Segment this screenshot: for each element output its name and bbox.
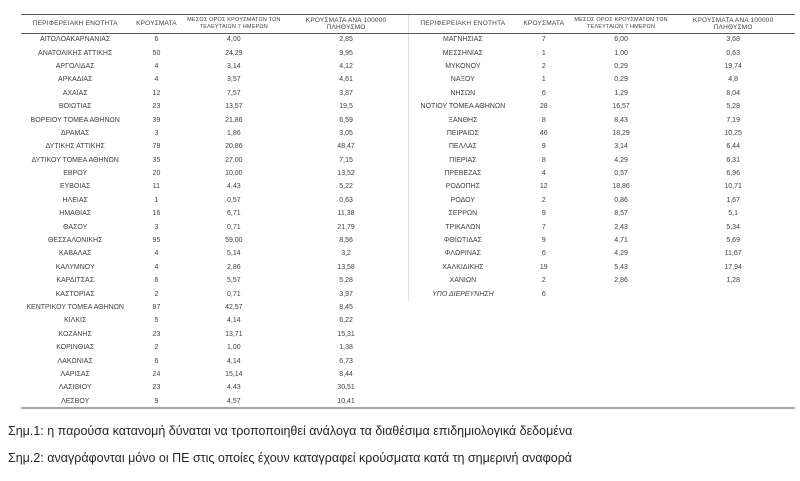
region-name-cell: ΜΑΓΝΗΣΙΑΣ <box>442 36 483 44</box>
avg-7days-cell: 8,43 <box>614 116 628 124</box>
table-row <box>409 60 796 73</box>
table-row <box>21 328 408 341</box>
table-header <box>409 15 796 33</box>
region-name-cell: ΚΟΡΙΝΘΙΑΣ <box>56 344 95 352</box>
region-name-cell: ΦΘΙΩΤΙΔΑΣ <box>443 237 482 245</box>
table-body-left <box>21 33 408 408</box>
avg-7days-cell: 5,43 <box>614 263 628 271</box>
per-100000-cell: 10,71 <box>724 183 742 191</box>
region-name-cell: ΝΗΣΩΝ <box>450 89 476 97</box>
region-name-cell: ΝΑΞΟΥ <box>450 76 475 84</box>
table-row <box>409 234 796 247</box>
per-100000-cell: 8,04 <box>726 89 740 97</box>
cases-cell: 28 <box>539 103 548 111</box>
per-100000-cell: 5,69 <box>726 237 740 245</box>
avg-7days-cell: 18,86 <box>612 183 630 191</box>
region-name-cell: ΕΒΡΟΥ <box>63 170 88 178</box>
table-row <box>21 154 408 167</box>
per-100000-cell: 6,96 <box>726 170 740 178</box>
table-row <box>21 354 408 367</box>
per-100000-cell: 8,44 <box>339 370 353 378</box>
cases-cell: 4 <box>154 250 159 258</box>
avg-7days-cell: 4,29 <box>614 156 628 164</box>
table-row <box>409 140 796 153</box>
region-name-cell: ΒΟΡΕΙΟΥ ΤΟΜΕΑ ΑΘΗΝΩΝ <box>30 116 120 124</box>
per-100000-cell: 4,12 <box>339 62 353 70</box>
avg-7days-cell: 21,86 <box>225 116 243 124</box>
region-name-cell: ΜΥΚΟΝΟΥ <box>445 62 481 70</box>
table-row <box>409 247 796 260</box>
per-100000-cell: 30,51 <box>337 384 355 392</box>
per-100000-cell <box>671 287 795 300</box>
region-name-cell: ΜΕΣΣΗΝΙΑΣ <box>442 49 483 57</box>
per-100000-cell: 19,5 <box>339 103 353 111</box>
column-header-avg-7days: ΜΕΣΟΣ ΟΡΟΣ ΚΡΟΥΣΜΑΤΩΝ ΤΩΝ ΤΕΛΕΥΤΑΙΩΝ 7 ΗΜΕΡΩΝ <box>571 15 671 33</box>
table-row <box>409 87 796 100</box>
cases-cell: 6 <box>154 277 159 285</box>
region-name-cell: ΔΥΤΙΚΟΥ ΤΟΜΕΑ ΑΘΗΝΩΝ <box>31 156 119 164</box>
table-row <box>21 341 408 354</box>
column-header-regional-unit: ΠΕΡΙΦΕΡΕΙΑΚΗ ΕΝΟΤΗΤΑ <box>21 15 129 33</box>
table-row <box>21 180 408 193</box>
avg-7days-cell: 1,86 <box>227 129 241 137</box>
region-name-cell: ΔΥΤΙΚΗΣ ΑΤΤΙΚΗΣ <box>45 143 105 151</box>
table-row <box>409 220 796 233</box>
avg-7days-cell: 4,14 <box>227 357 241 365</box>
regional-cases-table <box>21 14 795 409</box>
table-row <box>21 113 408 126</box>
per-100000-cell: 9,95 <box>339 49 353 57</box>
avg-7days-cell: 16,57 <box>612 103 630 111</box>
avg-7days-cell <box>571 287 671 300</box>
table-row <box>21 87 408 100</box>
cases-cell: 50 <box>152 49 161 57</box>
per-100000-cell: 15,31 <box>337 330 355 338</box>
table-row <box>21 207 408 220</box>
cases-cell: 4 <box>154 62 159 70</box>
footnotes <box>8 424 792 478</box>
table-row <box>21 287 408 300</box>
table-row <box>21 234 408 247</box>
cases-cell: 8 <box>541 156 546 164</box>
table-row <box>21 274 408 287</box>
cases-cell: 11 <box>152 183 161 191</box>
per-100000-cell: 6,22 <box>339 317 353 325</box>
region-name-cell: ΘΑΣΟΥ <box>63 223 88 231</box>
avg-7days-cell: 4,43 <box>227 183 241 191</box>
per-100000-cell: 21,79 <box>337 223 355 231</box>
footnote-1: Σημ.1: η παρούσα κατανομή δύναται να τροποποιηθεί ανάλογα τα διαθέσιμα επιδημιολογικά δεδομένα <box>8 424 573 438</box>
per-100000-cell: 0,63 <box>726 49 740 57</box>
cases-cell: 4 <box>541 170 546 178</box>
region-name-cell: ΥΠΟ ΔΙΕΡΕΥΝΗΣΗ <box>432 290 494 298</box>
avg-7days-cell: 42,57 <box>225 304 243 311</box>
cases-cell: 8 <box>541 116 546 124</box>
per-100000-cell: 6,31 <box>726 156 740 164</box>
per-100000-cell: 19,74 <box>724 62 742 70</box>
region-name-cell: ΡΟΔΟΠΗΣ <box>445 183 481 191</box>
cases-cell: 2 <box>154 290 159 298</box>
region-name-cell: ΠΕΛΛΑΣ <box>448 143 477 151</box>
region-name-cell: ΧΑΛΚΙΔΙΚΗΣ <box>442 263 484 271</box>
avg-7days-cell: 4,71 <box>614 237 628 245</box>
regional-cases-table-left <box>21 15 408 408</box>
avg-7days-cell: 7,57 <box>227 89 241 97</box>
cases-cell: 9 <box>541 237 546 245</box>
cases-cell: 2 <box>541 196 546 204</box>
cases-cell: 20 <box>152 170 161 178</box>
region-name-cell: ΗΜΑΘΙΑΣ <box>59 210 92 218</box>
per-100000-cell: 13,52 <box>337 170 355 178</box>
avg-7days-cell: 13,57 <box>225 103 243 111</box>
avg-7days-cell: 20,86 <box>225 143 243 151</box>
per-100000-cell: 3,97 <box>339 290 353 298</box>
footnote-2: Σημ.2: αναγράφονται μόνο οι ΠΕ στις οποίες έχουν καταγραφεί κρούσματα κατά τη σημερινή αναφορά <box>8 451 573 465</box>
cases-cell: 46 <box>539 129 548 137</box>
avg-7days-cell: 3,14 <box>227 62 241 70</box>
per-100000-cell: 6,59 <box>339 116 353 124</box>
column-header-per-100000: ΚΡΟΥΣΜΑΤΑ ΑΝΑ 100000 ΠΛΗΘΥΣΜΟ <box>284 15 408 33</box>
cases-cell: 2 <box>541 277 546 285</box>
region-name-cell: ΑΝΑΤΟΛΙΚΗΣ ΑΤΤΙΚΗΣ <box>38 49 113 57</box>
avg-7days-cell: 5,14 <box>227 250 241 258</box>
table-row <box>21 100 408 113</box>
cases-cell: 4 <box>154 76 159 84</box>
region-name-cell: ΑΙΤΩΛΟΑΚΑΡΝΑΝΙΑΣ <box>40 36 111 44</box>
table-header <box>21 15 408 33</box>
region-name-cell: ΛΕΣΒΟΥ <box>61 397 90 405</box>
per-100000-cell: 5,28 <box>726 103 740 111</box>
per-100000-cell: 3,68 <box>726 36 740 44</box>
per-100000-cell: 13,58 <box>337 263 355 271</box>
avg-7days-cell: 4,43 <box>227 384 241 392</box>
cases-cell: 4 <box>154 263 159 271</box>
region-name-cell: ΤΡΙΚΑΛΩΝ <box>445 223 481 231</box>
cases-cell: 3 <box>154 129 159 137</box>
table-row <box>21 368 408 381</box>
per-100000-cell: 0,63 <box>339 196 353 204</box>
per-100000-cell: 4,61 <box>339 76 353 84</box>
table-row <box>409 167 796 180</box>
region-name-cell: ΞΑΝΘΗΣ <box>448 116 478 124</box>
per-100000-cell: 5,28 <box>339 277 353 285</box>
cases-cell: 87 <box>152 304 161 311</box>
per-100000-cell: 3,87 <box>339 89 353 97</box>
table-row <box>21 167 408 180</box>
avg-7days-cell: 2,86 <box>227 263 241 271</box>
region-name-cell: ΚΕΝΤΡΙΚΟΥ ΤΟΜΕΑ ΑΘΗΝΩΝ <box>26 304 124 311</box>
table-row <box>409 287 796 300</box>
avg-7days-cell: 3,57 <box>227 76 241 84</box>
avg-7days-cell: 3,14 <box>614 143 628 151</box>
region-name-cell: ΚΙΛΚΙΣ <box>64 317 87 325</box>
table-row <box>21 194 408 207</box>
table-row <box>21 395 408 408</box>
table-row <box>409 127 796 140</box>
cases-cell: 5 <box>154 317 159 325</box>
cases-cell: 6 <box>541 250 546 258</box>
region-name-cell: ΦΛΩΡΙΝΑΣ <box>444 250 481 258</box>
avg-7days-cell: 0,86 <box>614 196 628 204</box>
cases-cell: 39 <box>152 116 161 124</box>
table-row <box>21 247 408 260</box>
table-row <box>409 154 796 167</box>
table-row <box>21 60 408 73</box>
cases-cell: 23 <box>152 103 161 111</box>
cases-cell: 6 <box>541 89 546 97</box>
per-100000-cell: 7,15 <box>339 156 353 164</box>
column-header-cases: ΚΡΟΥΣΜΑΤΑ <box>517 15 571 33</box>
region-name-cell: ΚΑΛΥΜΝΟΥ <box>55 263 95 271</box>
avg-7days-cell: 4,14 <box>227 317 241 325</box>
column-header-cases: ΚΡΟΥΣΜΑΤΑ <box>129 15 183 33</box>
region-name-cell: ΠΡΕΒΕΖΑΣ <box>444 170 482 178</box>
per-100000-cell: 4,8 <box>728 76 739 84</box>
region-name-cell: ΑΡΚΑΔΙΑΣ <box>58 76 93 84</box>
table-row <box>21 220 408 233</box>
table-row <box>409 73 796 86</box>
region-name-cell: ΔΡΑΜΑΣ <box>61 129 90 137</box>
region-name-cell: ΚΑΡΔΙΤΣΑΣ <box>56 277 95 285</box>
cases-cell: 3 <box>154 223 159 231</box>
avg-7days-cell: 0,71 <box>227 290 241 298</box>
per-100000-cell: 10,41 <box>337 397 355 405</box>
avg-7days-cell: 27,00 <box>225 156 243 164</box>
table-row <box>409 194 796 207</box>
per-100000-cell: 5,34 <box>726 223 740 231</box>
table-row <box>21 301 408 314</box>
cases-cell: 6 <box>154 357 159 365</box>
avg-7days-cell: 0,29 <box>614 62 628 70</box>
avg-7days-cell: 4,57 <box>227 397 241 405</box>
avg-7days-cell: 1,29 <box>614 89 628 97</box>
cases-cell: 9 <box>154 397 159 405</box>
avg-7days-cell: 8,57 <box>614 210 628 218</box>
per-100000-cell: 5,1 <box>728 210 739 218</box>
cases-cell: 23 <box>152 330 161 338</box>
table-row <box>409 207 796 220</box>
table-row <box>21 33 408 46</box>
table-row <box>409 46 796 59</box>
table-row <box>21 381 408 394</box>
cases-cell: 6 <box>154 36 159 44</box>
table-row <box>21 314 408 327</box>
cases-cell: 12 <box>152 89 161 97</box>
region-name-cell: ΣΕΡΡΩΝ <box>448 210 478 218</box>
per-100000-cell: 11,38 <box>337 210 355 218</box>
region-name-cell: ΛΑΣΙΘΙΟΥ <box>58 384 92 392</box>
table-row <box>21 46 408 59</box>
cases-cell: 12 <box>539 183 548 191</box>
avg-7days-cell: 2,86 <box>614 277 628 285</box>
region-name-cell: ΑΧΑΪΑΣ <box>62 89 88 97</box>
avg-7days-cell: 4,00 <box>227 36 241 44</box>
region-name-cell: ΡΟΔΟΥ <box>450 196 476 204</box>
cases-cell: 2 <box>541 62 546 70</box>
per-100000-cell: 8,45 <box>339 304 353 311</box>
cases-cell: 23 <box>152 384 161 392</box>
region-name-cell: ΚΑΒΑΛΑΣ <box>59 250 92 258</box>
avg-7days-cell: 0,57 <box>614 170 628 178</box>
avg-7days-cell: 18,29 <box>612 129 630 137</box>
column-header-regional-unit: ΠΕΡΙΦΕΡΕΙΑΚΗ ΕΝΟΤΗΤΑ <box>409 15 517 33</box>
avg-7days-cell: 1,00 <box>227 344 241 352</box>
region-name-cell: ΛΑΡΙΣΑΣ <box>60 370 90 378</box>
cases-cell: 9 <box>541 143 546 151</box>
avg-7days-cell: 6,00 <box>614 36 628 44</box>
avg-7days-cell: 24,29 <box>225 49 243 57</box>
per-100000-cell: 6,73 <box>339 357 353 365</box>
avg-7days-cell: 1,00 <box>614 49 628 57</box>
table-row <box>21 127 408 140</box>
per-100000-cell: 3,05 <box>339 129 353 137</box>
region-name-cell: ΕΥΒΟΙΑΣ <box>59 183 91 191</box>
per-100000-cell: 3,2 <box>341 250 351 258</box>
cases-cell: 19 <box>539 263 548 271</box>
region-name-cell: ΗΛΕΙΑΣ <box>62 196 88 204</box>
cases-cell: 35 <box>152 156 161 164</box>
cases-cell: 7 <box>541 223 546 231</box>
per-100000-cell: 48,47 <box>337 143 355 151</box>
cases-cell: 95 <box>152 237 161 245</box>
per-100000-cell: 1,28 <box>726 277 740 285</box>
avg-7days-cell: 2,43 <box>614 223 628 231</box>
cases-cell: 9 <box>541 210 546 218</box>
cases-cell: 7 <box>541 36 546 44</box>
cases-cell: 16 <box>152 210 161 218</box>
avg-7days-cell: 0,29 <box>614 76 628 84</box>
avg-7days-cell: 6,71 <box>227 210 241 218</box>
cases-cell: 24 <box>152 370 161 378</box>
avg-7days-cell: 5,57 <box>227 277 241 285</box>
region-name-cell: ΠΙΕΡΙΑΣ <box>449 156 477 164</box>
avg-7days-cell: 10,00 <box>225 170 243 178</box>
cases-cell: 6 <box>541 290 546 298</box>
region-name-cell: ΛΑΚΩΝΙΑΣ <box>57 357 93 365</box>
avg-7days-cell: 15,14 <box>225 370 243 378</box>
per-100000-cell: 17,94 <box>724 263 742 271</box>
table-row <box>409 261 796 274</box>
avg-7days-cell: 4,29 <box>614 250 628 258</box>
region-name-cell: ΚΟΖΑΝΗΣ <box>58 330 92 338</box>
avg-7days-cell: 59,00 <box>225 237 243 245</box>
table-body-right <box>409 33 796 301</box>
cases-cell: 2 <box>154 344 159 352</box>
per-100000-cell: 1,38 <box>339 344 353 352</box>
cases-cell: 78 <box>152 143 161 151</box>
regional-cases-table-right <box>408 15 795 301</box>
per-100000-cell: 8,56 <box>339 237 353 245</box>
region-name-cell: ΝΟΤΙΟΥ ΤΟΜΕΑ ΑΘΗΝΩΝ <box>420 103 506 111</box>
region-name-cell: ΧΑΝΙΩΝ <box>449 277 477 285</box>
region-name-cell: ΚΑΣΤΟΡΙΑΣ <box>55 290 95 298</box>
table-row <box>409 274 796 287</box>
region-name-cell: ΒΟΙΩΤΙΑΣ <box>58 103 92 111</box>
per-100000-cell: 6,44 <box>726 143 740 151</box>
avg-7days-cell: 0,71 <box>227 223 241 231</box>
cases-cell: 1 <box>541 76 546 84</box>
column-header-per-100000: ΚΡΟΥΣΜΑΤΑ ΑΝΑ 100000 ΠΛΗΘΥΣΜΟ <box>671 15 795 33</box>
column-header-avg-7days: ΜΕΣΟΣ ΟΡΟΣ ΚΡΟΥΣΜΑΤΩΝ ΤΩΝ ΤΕΛΕΥΤΑΙΩΝ 7 ΗΜΕΡΩΝ <box>184 15 285 33</box>
per-100000-cell: 5,22 <box>339 183 353 191</box>
table-row <box>21 140 408 153</box>
region-name-cell: ΠΕΙΡΑΙΩΣ <box>446 129 479 137</box>
table-row <box>21 73 408 86</box>
avg-7days-cell: 0,57 <box>227 196 241 204</box>
per-100000-cell: 2,85 <box>339 36 353 44</box>
table-row <box>409 113 796 126</box>
avg-7days-cell: 13,71 <box>225 330 243 338</box>
per-100000-cell: 10,25 <box>724 129 742 137</box>
per-100000-cell: 7,19 <box>726 116 740 124</box>
per-100000-cell: 11,67 <box>724 250 742 258</box>
region-name-cell: ΘΕΣΣΑΛΟΝΙΚΗΣ <box>47 237 103 245</box>
cases-cell: 1 <box>154 196 159 204</box>
per-100000-cell: 1,67 <box>726 196 740 204</box>
table-row <box>409 100 796 113</box>
table-row <box>409 33 796 46</box>
table-row <box>409 180 796 193</box>
cases-cell: 1 <box>541 49 546 57</box>
region-name-cell: ΑΡΓΟΛΙΔΑΣ <box>55 62 95 70</box>
table-row <box>21 261 408 274</box>
